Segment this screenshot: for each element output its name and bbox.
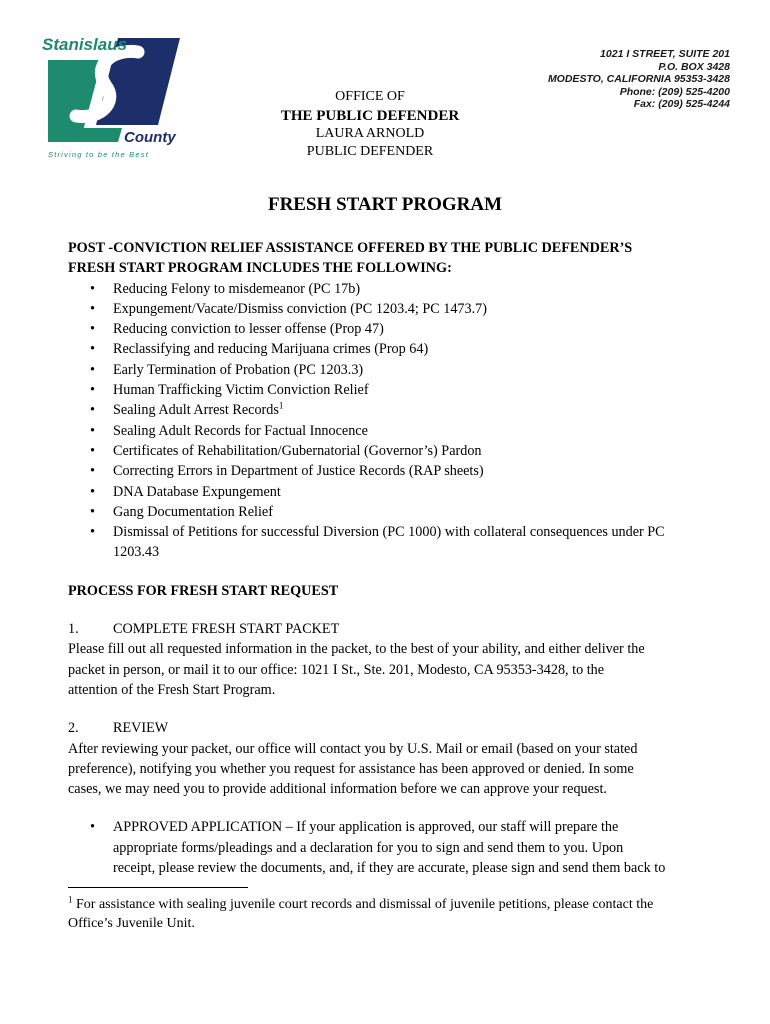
step-number: 1. xyxy=(68,621,79,638)
list-item: • Sealing Adult Records for Factual Innocence xyxy=(68,421,708,441)
list-item: • Dismissal of Petitions for successful Diversion (PC 1000) with collateral consequences under PC 1203.43 xyxy=(90,524,665,561)
intro-heading xyxy=(68,238,708,279)
list-item: • Early Termination of Probation (PC 1203.3) xyxy=(68,360,708,380)
bullet-icon: • xyxy=(90,402,95,419)
document-title: FRESH START PROGRAM xyxy=(267,194,503,215)
step-1 xyxy=(68,619,708,700)
bullet-icon: • xyxy=(90,300,95,317)
fax-line: Fax: (209) 525-4244 xyxy=(633,98,730,110)
list-item: • Gang Documentation Relief xyxy=(68,502,708,522)
step-number: 2. xyxy=(68,720,79,737)
bullet-icon: • xyxy=(90,483,95,500)
list-item: • Human Trafficking Victim Conviction Relief xyxy=(68,380,708,400)
address-line: MODESTO, CALIFORNIA 95353-3428 xyxy=(547,73,730,85)
paragraph-line: receipt, please review the documents, and, if they are accurate, please sign and send them back to xyxy=(113,860,666,877)
paragraph-line: attention of the Fresh Start Program. xyxy=(68,681,276,698)
logo-tagline: Striving to be the Best xyxy=(48,150,149,159)
list-item: • Reclassifying and reducing Marijuana crimes (Prop 64) xyxy=(68,339,708,359)
paragraph-line: preference), notifying you whether you request for assistance has been approved or denied. In some xyxy=(68,760,634,777)
list-item: • DNA Database Expungement xyxy=(68,482,708,502)
logo-text-county: County xyxy=(124,129,176,146)
paragraph-line: After reviewing your packet, our office will contact you by U.S. Mail or email (based on your stated xyxy=(68,740,638,757)
paragraph-line: Please fill out all requested information in the packet, to the best of your ability, and either deliver the xyxy=(68,641,645,658)
bullet-icon: • xyxy=(90,524,95,541)
list-item-continuation: 1203.43 xyxy=(113,544,160,561)
office-of-label: OFFICE OF xyxy=(335,89,405,104)
address-line: 1021 I STREET, SUITE 201 xyxy=(600,48,730,60)
county-seal-graphic xyxy=(40,30,185,165)
paragraph-line: cases, we may need you to provide additional information before we can approve your request. xyxy=(68,781,607,798)
list-item xyxy=(68,817,708,878)
step-title: REVIEW xyxy=(113,720,169,737)
phone-line: Phone: (209) 525-4200 xyxy=(619,85,730,98)
footnote-divider xyxy=(68,887,248,888)
stanislaus-county-logo xyxy=(40,30,185,165)
office-header xyxy=(270,88,470,161)
address-line: P.O. BOX 3428 xyxy=(658,60,730,73)
list-item: • Expungement/Vacate/Dismiss conviction (PC 1203.4; PC 1473.7) xyxy=(68,299,708,319)
paragraph-line: appropriate forms/pleadings and a declaration for you to sign and send them to you. Upon xyxy=(113,839,624,856)
bullet-icon: • xyxy=(90,819,95,836)
approved-application-list xyxy=(68,817,708,878)
bullet-icon: • xyxy=(90,503,95,520)
intro-heading-line: POST -CONVICTION RELIEF ASSISTANCE OFFERED BY THE PUBLIC DEFENDER’S xyxy=(68,240,633,256)
list-item: • Reducing conviction to lesser offense (Prop 47) xyxy=(68,319,708,339)
paragraph-line: packet in person, or mail it to our office: 1021 I St., Ste. 201, Modesto, CA 95353-3428, to the xyxy=(68,661,605,678)
bullet-icon: • xyxy=(90,382,95,399)
bullet-icon: • xyxy=(90,341,95,358)
step-2 xyxy=(68,718,708,799)
intro-heading-line: FRESH START PROGRAM INCLUDES THE FOLLOWING: xyxy=(68,260,452,277)
paragraph-line: APPROVED APPLICATION – If your application is approved, our staff will prepare the xyxy=(113,819,619,836)
footnote-text: For assistance with sealing juvenile court records and dismissal of juvenile petitions, please contact the xyxy=(72,897,654,912)
list-item: • Correcting Errors in Department of Justice Records (RAP sheets) xyxy=(68,461,708,481)
logo-text-stanislaus: Stanislaus xyxy=(42,35,128,54)
step-title: COMPLETE FRESH START PACKET xyxy=(113,621,340,638)
public-defender-name: LAURA ARNOLD xyxy=(315,126,425,141)
bullet-icon: • xyxy=(90,463,95,480)
list-item: • Certificates of Rehabilitation/Gubernatorial (Governor’s) Pardon xyxy=(68,441,708,461)
document-body xyxy=(68,238,708,878)
list-item: • Reducing Felony to misdemeanor (PC 17b) xyxy=(68,279,708,299)
public-defender-role: PUBLIC DEFENDER xyxy=(306,144,434,159)
footnote-mark: 1 xyxy=(68,894,73,905)
bullet-icon: • xyxy=(90,361,95,378)
bullet-icon: • xyxy=(90,280,95,297)
bullet-icon: • xyxy=(90,321,95,338)
office-address xyxy=(548,48,730,111)
footnote-text: Office’s Juvenile Unit. xyxy=(68,916,195,931)
department-name: THE PUBLIC DEFENDER xyxy=(280,108,460,124)
list-item: • Sealing Adult Arrest Records$^1$ xyxy=(68,400,708,420)
footnote-reference: 1 xyxy=(278,400,284,411)
services-list xyxy=(68,279,708,563)
footnote xyxy=(68,895,708,933)
process-heading: PROCESS FOR FRESH START REQUEST xyxy=(68,582,339,599)
bullet-icon: • xyxy=(90,422,95,439)
bullet-icon: • xyxy=(90,442,95,459)
